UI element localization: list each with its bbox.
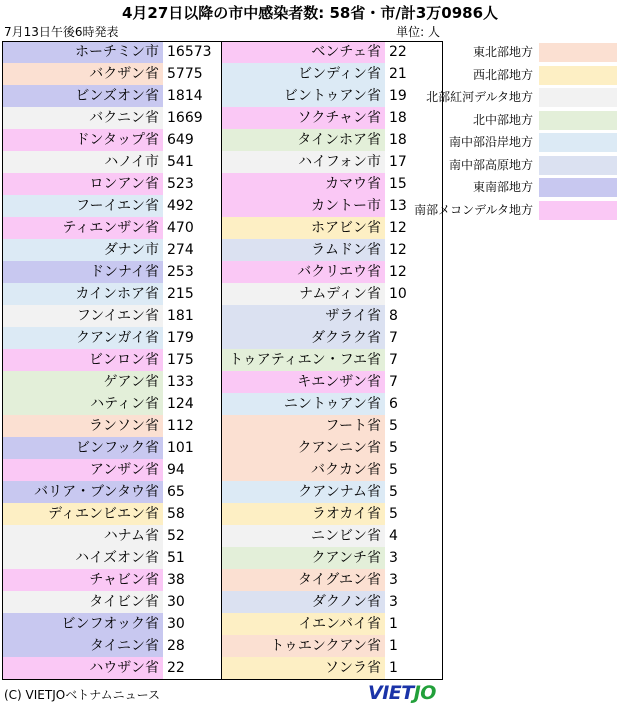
table-row xyxy=(2,129,222,151)
legend-label: 東北部地方 xyxy=(472,45,533,59)
area-name-cell: クアンガイ省 xyxy=(2,327,163,349)
table-row xyxy=(2,41,222,63)
table-row xyxy=(222,635,443,657)
legend-item xyxy=(426,86,619,108)
area-name-cell: ソクチャン省 xyxy=(222,107,385,129)
table-row xyxy=(222,503,443,525)
table-row xyxy=(222,305,443,327)
table-row xyxy=(2,261,222,283)
table-row xyxy=(222,415,443,437)
area-name-cell: ランソン省 xyxy=(2,415,163,437)
case-count-cell: 94 xyxy=(167,462,185,478)
table-row xyxy=(222,525,443,547)
legend-label: 北部紅河デルタ地方 xyxy=(426,90,533,104)
case-count-cell: 7 xyxy=(389,330,398,346)
table-row xyxy=(222,261,443,283)
case-count-cell: 5775 xyxy=(167,66,203,82)
case-count-cell: 1 xyxy=(389,616,398,632)
table-row xyxy=(2,85,222,107)
legend-label: 北中部地方 xyxy=(472,112,533,127)
table-row xyxy=(2,151,222,173)
area-name-cell: フーイエン省 xyxy=(2,195,163,217)
table-row xyxy=(2,481,222,503)
case-count-cell: 5 xyxy=(389,462,398,478)
table-row xyxy=(222,85,443,107)
area-name-cell: クアンニン省 xyxy=(222,437,385,459)
table-row xyxy=(222,393,443,415)
area-name-cell: ハイフォン市 xyxy=(222,151,385,173)
table-row xyxy=(2,283,222,305)
area-name-cell: ナムディン省 xyxy=(222,283,385,305)
case-count-cell: 215 xyxy=(167,286,194,302)
case-count-cell: 22 xyxy=(389,44,407,60)
table-row xyxy=(222,613,443,635)
case-count-cell: 12 xyxy=(389,220,407,236)
table-row xyxy=(222,569,443,591)
area-name-cell: ホアビン省 xyxy=(222,217,385,239)
table-row xyxy=(222,459,443,481)
area-name-cell: チャビン省 xyxy=(2,569,163,591)
area-name-cell: フート省 xyxy=(222,415,385,437)
case-count-cell: 492 xyxy=(167,198,194,214)
case-count-cell: 133 xyxy=(167,374,194,390)
area-name-cell: アンザン省 xyxy=(2,459,163,481)
table-row xyxy=(222,481,443,503)
legend-swatch xyxy=(539,66,617,85)
area-name-cell: クアンナム省 xyxy=(222,481,385,503)
legend-item xyxy=(448,131,619,153)
area-name-cell: タインホア省 xyxy=(222,129,385,151)
table-row xyxy=(222,107,443,129)
case-count-cell: 5 xyxy=(389,440,398,456)
case-count-cell: 38 xyxy=(167,572,185,588)
case-count-cell: 7 xyxy=(389,374,398,390)
table-row xyxy=(2,569,222,591)
area-name-cell: ゲアン省 xyxy=(2,371,163,393)
area-name-cell: ビンフオック省 xyxy=(2,613,163,635)
cases-table xyxy=(2,41,443,680)
legend-swatch xyxy=(539,133,617,152)
table-row xyxy=(2,305,222,327)
case-count-cell: 112 xyxy=(167,418,194,434)
area-name-cell: カントー市 xyxy=(222,195,385,217)
case-count-cell: 179 xyxy=(167,330,194,346)
area-name-cell: カインホア省 xyxy=(2,283,163,305)
case-count-cell: 58 xyxy=(167,506,185,522)
area-name-cell: ホーチミン市 xyxy=(2,41,163,63)
area-name-cell: ハノイ市 xyxy=(2,151,163,173)
area-name-cell: ティエンザン省 xyxy=(2,217,163,239)
case-count-cell: 18 xyxy=(389,132,407,148)
legend-swatch xyxy=(539,43,617,62)
case-count-cell: 5 xyxy=(389,506,398,522)
area-name-cell: フンイエン省 xyxy=(2,305,163,327)
table-row xyxy=(2,327,222,349)
case-count-cell: 30 xyxy=(167,594,185,610)
table-row xyxy=(222,195,443,217)
table-row xyxy=(2,459,222,481)
case-count-cell: 4 xyxy=(389,528,398,544)
area-name-cell: ビントゥアン省 xyxy=(222,85,385,107)
table-row xyxy=(222,283,443,305)
case-count-cell: 65 xyxy=(167,484,185,500)
case-count-cell: 253 xyxy=(167,264,194,280)
table-row xyxy=(222,437,443,459)
area-name-cell: クアンチ省 xyxy=(222,547,385,569)
table-row xyxy=(222,63,443,85)
area-name-cell: バクカン省 xyxy=(222,459,385,481)
table-row xyxy=(2,349,222,371)
area-name-cell: ハナム省 xyxy=(2,525,163,547)
legend-item xyxy=(414,199,619,221)
copyright-footer: (C) VIETJOベトナムニュース xyxy=(4,688,161,702)
area-name-cell: ハティン省 xyxy=(2,393,163,415)
area-name-cell: バクニン省 xyxy=(2,107,163,129)
area-name-cell: ニンビン省 xyxy=(222,525,385,547)
case-count-cell: 5 xyxy=(389,418,398,434)
area-name-cell: ダナン市 xyxy=(2,239,163,261)
legend-label: 南中部沿岸地方 xyxy=(448,135,533,149)
area-name-cell: トゥアティエン・フエ省 xyxy=(222,349,385,371)
table-row xyxy=(2,547,222,569)
table-row xyxy=(2,371,222,393)
legend-swatch xyxy=(539,111,617,130)
table-row xyxy=(222,239,443,261)
area-name-cell: ダクラク省 xyxy=(222,327,385,349)
table-row xyxy=(222,173,443,195)
table-row xyxy=(222,41,443,63)
table-row xyxy=(222,129,443,151)
area-name-cell: ビンディン省 xyxy=(222,63,385,85)
region-legend xyxy=(414,41,619,221)
case-count-cell: 649 xyxy=(167,132,194,148)
table-row xyxy=(222,327,443,349)
area-name-cell: ラオカイ省 xyxy=(222,503,385,525)
case-count-cell: 12 xyxy=(389,242,407,258)
case-count-cell: 541 xyxy=(167,154,194,170)
case-count-cell: 17 xyxy=(389,154,407,170)
area-name-cell: バクリエウ省 xyxy=(222,261,385,283)
area-name-cell: ハウザン省 xyxy=(2,657,163,679)
area-name-cell: ドンナイ省 xyxy=(2,261,163,283)
case-count-cell: 12 xyxy=(389,264,407,280)
table-row xyxy=(2,635,222,657)
table-row xyxy=(2,525,222,547)
case-count-cell: 6 xyxy=(389,396,398,412)
case-count-cell: 3 xyxy=(389,594,398,610)
case-count-cell: 175 xyxy=(167,352,194,368)
area-name-cell: ビンズオン省 xyxy=(2,85,163,107)
table-row xyxy=(2,613,222,635)
legend-label: 東南部地方 xyxy=(472,180,533,194)
legend-item xyxy=(453,109,619,131)
case-count-cell: 21 xyxy=(389,66,407,82)
legend-item xyxy=(448,154,619,176)
table-row xyxy=(2,415,222,437)
area-name-cell: ダクノン省 xyxy=(222,591,385,613)
case-count-cell: 470 xyxy=(167,220,194,236)
area-name-cell: トゥエンクアン省 xyxy=(222,635,385,657)
area-name-cell: ハイズオン省 xyxy=(2,547,163,569)
table-row xyxy=(2,173,222,195)
legend-swatch xyxy=(539,201,617,220)
area-name-cell: バリア・ブンタウ省 xyxy=(2,481,163,503)
legend-item xyxy=(453,64,619,86)
legend-label: 西北部地方 xyxy=(472,67,533,82)
table-row xyxy=(222,349,443,371)
case-count-cell: 124 xyxy=(167,396,194,412)
area-name-cell: ドンタップ省 xyxy=(2,129,163,151)
case-count-cell: 28 xyxy=(167,638,185,654)
case-count-cell: 18 xyxy=(389,110,407,126)
legend-label: 南中部高原地方 xyxy=(448,157,533,172)
legend-item xyxy=(453,176,619,198)
case-count-cell: 1 xyxy=(389,660,398,676)
case-count-cell: 7 xyxy=(389,352,398,368)
table-row xyxy=(2,107,222,129)
vietjo-logo xyxy=(368,682,436,704)
case-count-cell: 181 xyxy=(167,308,194,324)
table-row xyxy=(222,217,443,239)
case-count-cell: 19 xyxy=(389,88,407,104)
case-count-cell: 1669 xyxy=(167,110,203,126)
legend-label: 南部メコンデルタ地方 xyxy=(414,202,533,217)
area-name-cell: ディエンビエン省 xyxy=(2,503,163,525)
case-count-cell: 101 xyxy=(167,440,194,456)
table-row xyxy=(2,393,222,415)
area-name-cell: ニントゥアン省 xyxy=(222,393,385,415)
legend-item xyxy=(453,41,619,63)
logo-main: VIET xyxy=(368,682,414,704)
area-name-cell: カマウ省 xyxy=(222,173,385,195)
table-row xyxy=(2,217,222,239)
area-name-cell: ザライ省 xyxy=(222,305,385,327)
case-count-cell: 3 xyxy=(389,550,398,566)
case-count-cell: 1814 xyxy=(167,88,203,104)
area-name-cell: イエンバイ省 xyxy=(222,613,385,635)
case-count-cell: 30 xyxy=(167,616,185,632)
logo-accent: JO xyxy=(413,682,436,704)
area-name-cell: キエンザン省 xyxy=(222,371,385,393)
table-row xyxy=(222,591,443,613)
case-count-cell: 274 xyxy=(167,242,194,258)
case-count-cell: 16573 xyxy=(167,44,212,60)
area-name-cell: ロンアン省 xyxy=(2,173,163,195)
table-row xyxy=(2,437,222,459)
legend-swatch xyxy=(539,178,617,197)
case-count-cell: 5 xyxy=(389,484,398,500)
area-name-cell: タイニン省 xyxy=(2,635,163,657)
table-row xyxy=(2,239,222,261)
unit-label: 単位: 人 xyxy=(396,25,440,39)
table-row xyxy=(2,657,222,679)
area-name-cell: ビンフック省 xyxy=(2,437,163,459)
table-row xyxy=(2,195,222,217)
case-count-cell: 523 xyxy=(167,176,194,192)
table-row xyxy=(222,657,443,679)
chart-title: 4月27日以降の市中感染者数: 58省・市/計3万0986人 xyxy=(121,4,499,22)
case-count-cell: 3 xyxy=(389,572,398,588)
case-count-cell: 8 xyxy=(389,308,398,324)
legend-swatch xyxy=(539,156,617,175)
area-name-cell: タイビン省 xyxy=(2,591,163,613)
case-count-cell: 15 xyxy=(389,176,407,192)
table-row xyxy=(2,591,222,613)
area-name-cell: ラムドン省 xyxy=(222,239,385,261)
table-row xyxy=(222,547,443,569)
area-name-cell: ビンロン省 xyxy=(2,349,163,371)
case-count-cell: 1 xyxy=(389,638,398,654)
legend-swatch xyxy=(539,88,617,107)
case-count-cell: 51 xyxy=(167,550,185,566)
announcement-date: 7月13日午後6時発表 xyxy=(4,25,119,39)
area-name-cell: ソンラ省 xyxy=(222,657,385,679)
area-name-cell: バクザン省 xyxy=(2,63,163,85)
area-name-cell: タイグエン省 xyxy=(222,569,385,591)
case-count-cell: 10 xyxy=(389,286,407,302)
table-row xyxy=(222,151,443,173)
case-count-cell: 22 xyxy=(167,660,185,676)
table-row xyxy=(222,371,443,393)
table-row xyxy=(2,63,222,85)
table-row xyxy=(2,503,222,525)
area-name-cell: ベンチェ省 xyxy=(222,41,385,63)
case-count-cell: 13 xyxy=(389,198,407,214)
case-count-cell: 52 xyxy=(167,528,185,544)
